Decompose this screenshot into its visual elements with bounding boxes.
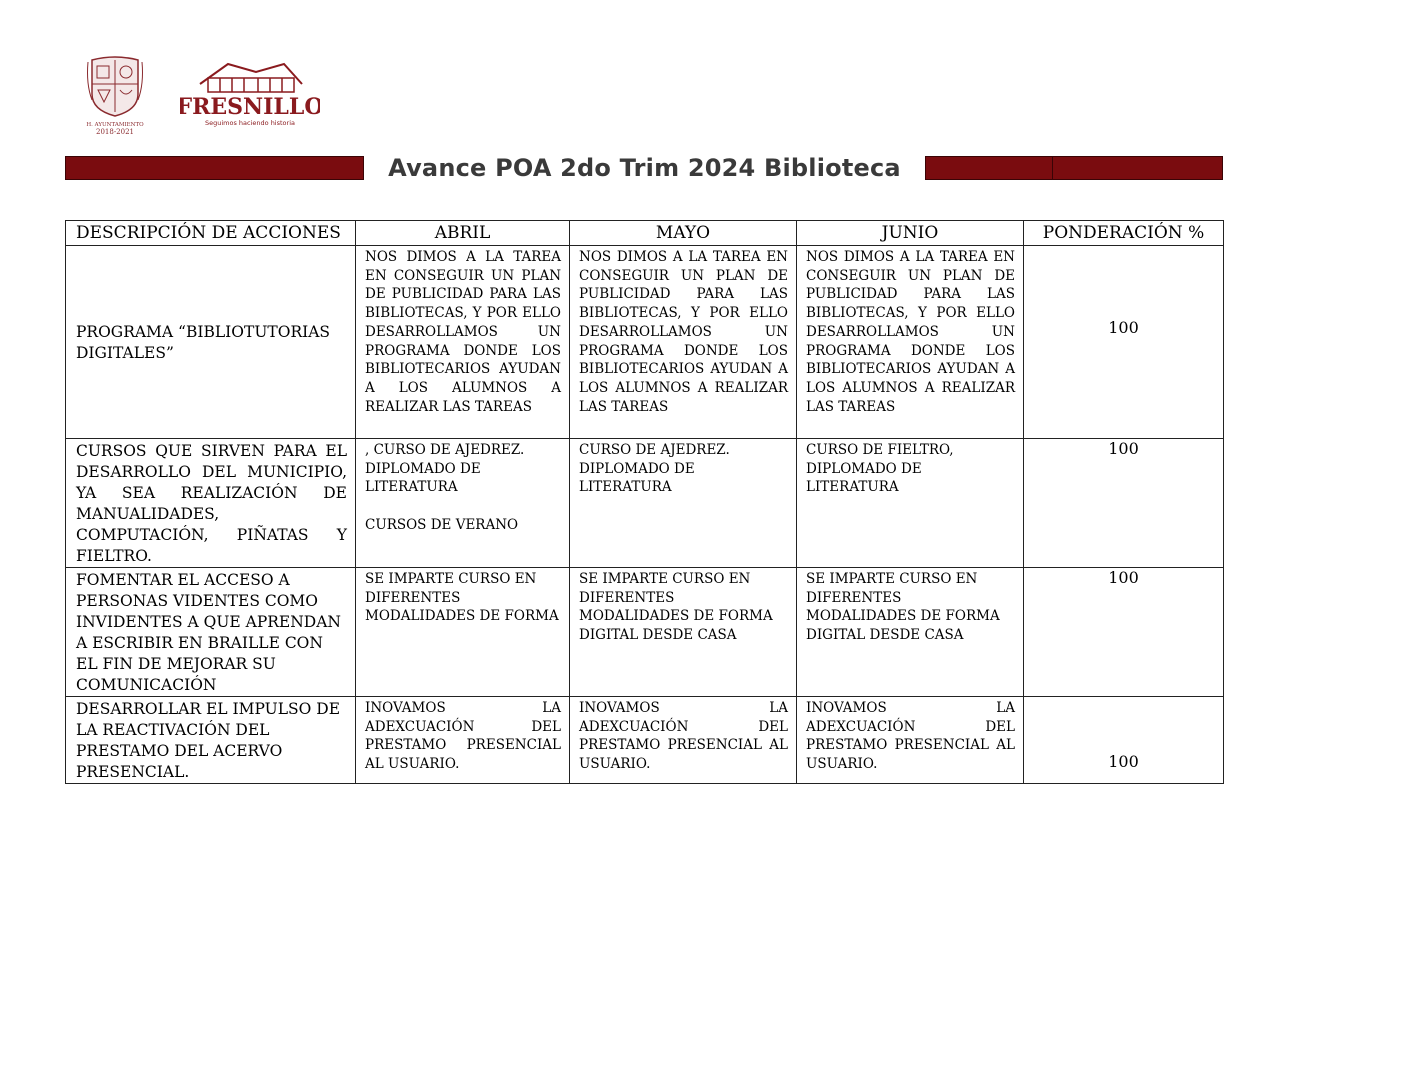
- table-row: [66, 439, 1224, 568]
- cell-abril-line: CURSOS DE VERANO: [365, 516, 519, 533]
- cell-mayo: NOS DIMOS A LA TAREA EN CONSEGUIR UN PLAN DE PUBLICIDAD PARA LAS BIBLIOTECAS, Y POR ELLO DESARROLLAMOS UN PROGRAMA DONDE LOS BIBLIOTECARIOS AYUDAN A LOS ALUMNOS A REALIZAR LAS TAREAS: [570, 246, 797, 439]
- page-title: Avance POA 2do Trim 2024 Biblioteca: [388, 154, 901, 182]
- cell-mayo: INOVAMOS LA ADEXCUACIÓN DEL PRESTAMO PRESENCIAL AL USUARIO.: [570, 697, 797, 784]
- column-header-junio: JUNIO: [797, 221, 1024, 246]
- cell-description: DESARROLLAR EL IMPULSO DE LA REACTIVACIÓN DEL PRESTAMO DEL ACERVO PRESENCIAL.: [66, 697, 356, 784]
- cell-abril: SE IMPARTE CURSO EN DIFERENTES MODALIDADES DE FORMA: [356, 568, 570, 697]
- cell-junio-line: DIPLOMADO DE LITERATURA: [806, 460, 922, 496]
- column-header-ponderacion: PONDERACIÓN %: [1024, 221, 1224, 246]
- cell-junio: NOS DIMOS A LA TAREA EN CONSEGUIR UN PLAN DE PUBLICIDAD PARA LAS BIBLIOTECAS, Y POR ELLO DESARROLLAMOS UN PROGRAMA DONDE LOS BIBLIOTECARIOS AYUDAN A LOS ALUMNOS A REALIZAR LAS TAREAS: [797, 246, 1024, 439]
- cell-mayo-line: DIPLOMADO DE LITERATURA: [579, 460, 695, 496]
- cell-abril-line: , CURSO DE AJEDREZ.: [365, 442, 525, 458]
- cell-description: FOMENTAR EL ACCESO A PERSONAS VIDENTES COMO INVIDENTES A QUE APRENDAN A ESCRIBIR EN BRAILLE CON EL FIN DE MEJORAR SU COMUNICACIÓN: [66, 568, 356, 697]
- cell-mayo: [570, 439, 797, 568]
- logo-right-name: FRESNILLO: [180, 94, 320, 120]
- column-header-description: DESCRIPCIÓN DE ACCIONES: [66, 221, 356, 246]
- table-row: [66, 697, 1224, 784]
- title-banner: [65, 155, 1223, 181]
- cell-abril-line: DIPLOMADO DE LITERATURA: [365, 460, 481, 496]
- coat-of-arms-logo: [84, 54, 146, 136]
- column-header-abril: ABRIL: [356, 221, 570, 246]
- cell-abril: NOS DIMOS A LA TAREA EN CONSEGUIR UN PLAN DE PUBLICIDAD PARA LAS BIBLIOTECAS, Y POR ELLO DESARROLLAMOS UN PROGRAMA DONDE LOS BIBLIOTECARIOS AYUDAN A LOS ALUMNOS A REALIZAR LAS TAREAS: [356, 246, 570, 439]
- table-row: [66, 246, 1224, 439]
- cell-junio: INOVAMOS LA ADEXCUACIÓN DEL PRESTAMO PRESENCIAL AL USUARIO.: [797, 697, 1024, 784]
- cell-mayo-line: CURSO DE AJEDREZ.: [579, 442, 730, 458]
- title-bar-right-decoration: [925, 156, 1223, 180]
- cell-ponderacion: 100: [1024, 246, 1224, 439]
- table-header-row: [66, 221, 1224, 246]
- cell-description: PROGRAMA “BIBLIOTUTORIAS DIGITALES”: [66, 246, 356, 439]
- column-header-mayo: MAYO: [570, 221, 797, 246]
- table-row: [66, 568, 1224, 697]
- logo-right-slogan: Seguimos haciendo historia: [204, 119, 296, 127]
- fresnillo-logo: [180, 58, 320, 128]
- logo-left-caption-2: 2018-2021: [96, 128, 134, 136]
- cell-ponderacion: 100: [1024, 439, 1224, 568]
- cell-ponderacion: 100: [1024, 697, 1224, 784]
- cell-junio-line: CURSO DE FIELTRO,: [806, 442, 954, 458]
- poa-table: [65, 220, 1224, 784]
- cell-junio: SE IMPARTE CURSO EN DIFERENTES MODALIDADES DE FORMA DIGITAL DESDE CASA: [797, 568, 1024, 697]
- cell-description: CURSOS QUE SIRVEN PARA EL DESARROLLO DEL MUNICIPIO, YA SEA REALIZACIÓN DE MANUALIDADES, COMPUTACIÓN, PIÑATAS Y FIELTRO.: [66, 439, 356, 568]
- logo-left-caption-1: H. AYUNTAMIENTO: [86, 122, 144, 128]
- cell-abril: [356, 439, 570, 568]
- cell-junio: [797, 439, 1024, 568]
- cell-ponderacion: 100: [1024, 568, 1224, 697]
- cell-abril: INOVAMOS LA ADEXCUACIÓN DEL PRESTAMO PRESENCIAL AL USUARIO.: [356, 697, 570, 784]
- cell-mayo: SE IMPARTE CURSO EN DIFERENTES MODALIDADES DE FORMA DIGITAL DESDE CASA: [570, 568, 797, 697]
- title-bar-left-decoration: [65, 156, 364, 180]
